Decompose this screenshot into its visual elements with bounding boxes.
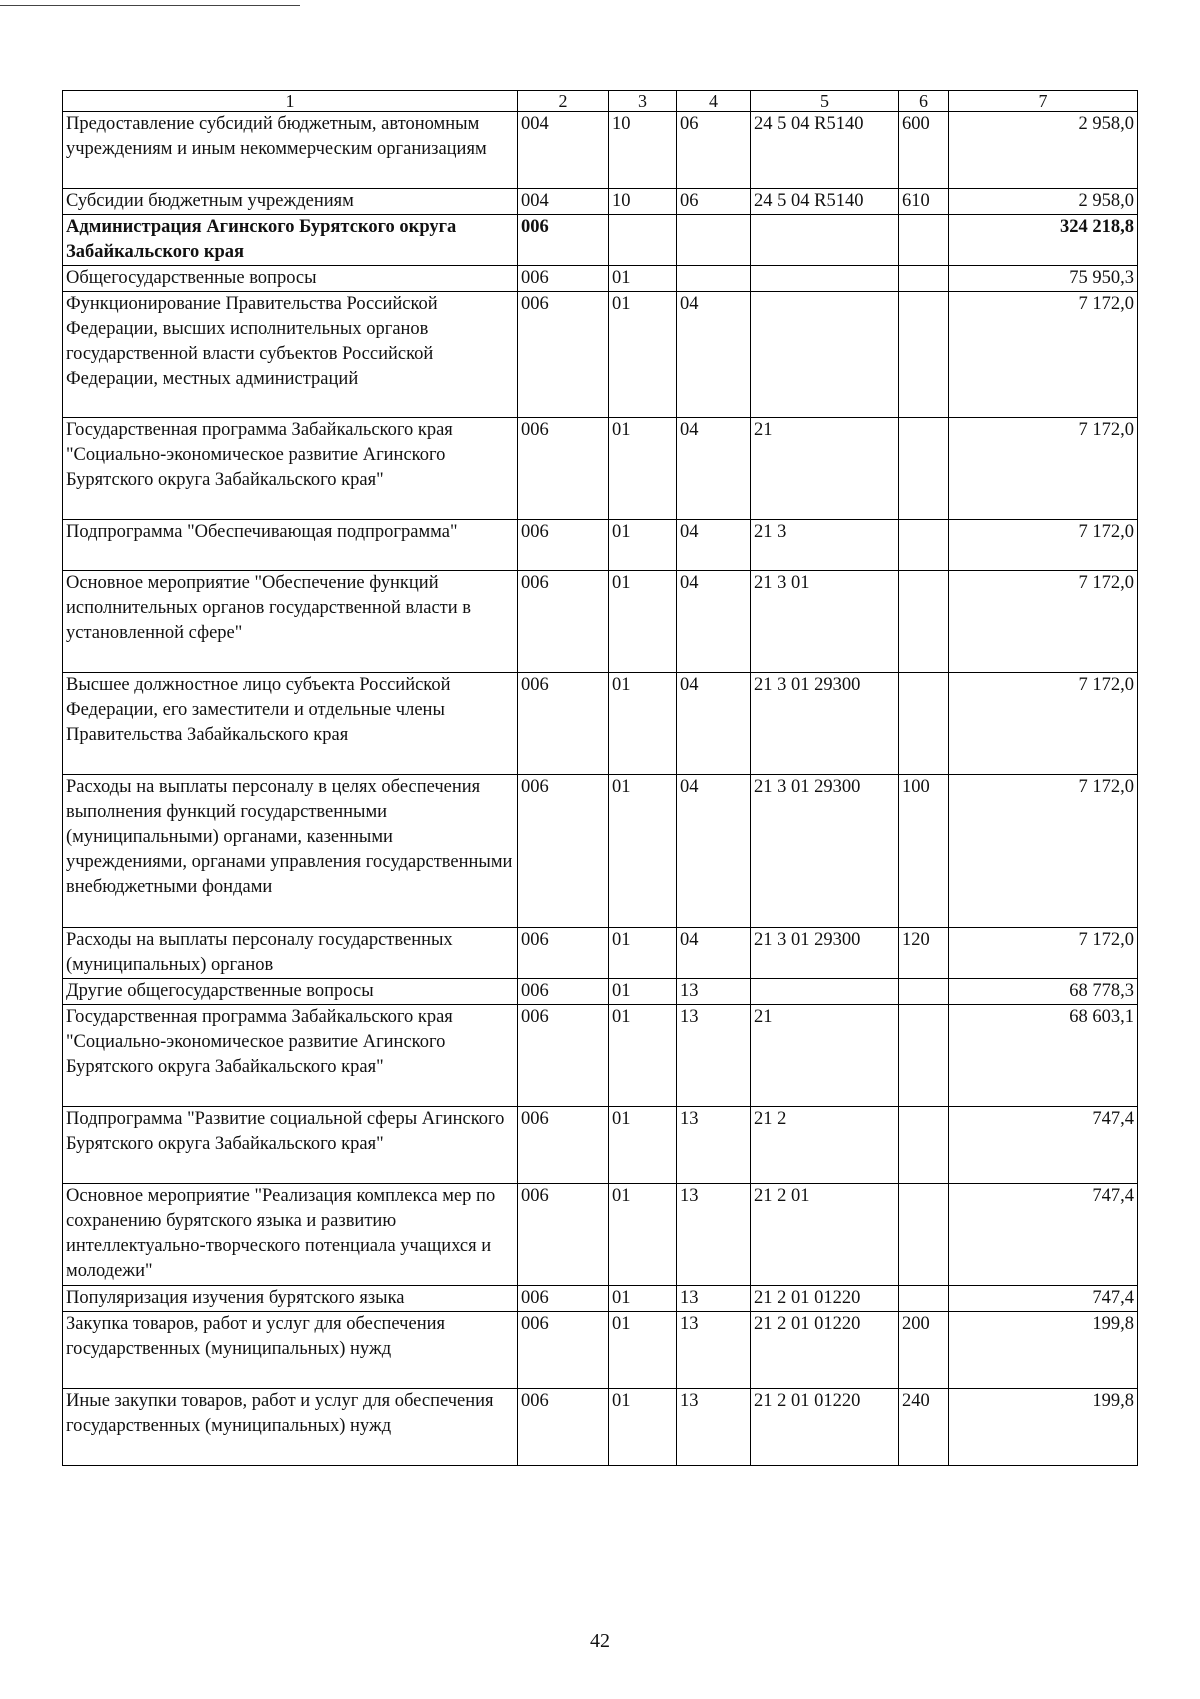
section-cell: 01 — [609, 1389, 677, 1466]
admin-code-cell: 006 — [518, 1312, 609, 1389]
expense-type-cell — [899, 266, 949, 292]
amount-cell: 7 172,0 — [949, 673, 1138, 775]
row-name-cell: Государственная программа Забайкальского края "Социально-экономическое развитие Агинского Бурятского округа Забайкальского края" — [63, 418, 518, 520]
expense-type-cell — [899, 673, 949, 775]
row-name-cell: Субсидии бюджетным учреждениям — [63, 189, 518, 215]
section-cell: 01 — [609, 520, 677, 571]
admin-code-cell: 006 — [518, 1286, 609, 1312]
target-article-cell — [751, 215, 899, 266]
expense-type-cell — [899, 215, 949, 266]
admin-code-cell: 004 — [518, 112, 609, 189]
expense-type-cell — [899, 292, 949, 418]
target-article-cell: 21 — [751, 1005, 899, 1107]
subsection-cell — [677, 215, 751, 266]
target-article-cell: 21 2 01 01220 — [751, 1389, 899, 1466]
table-row — [63, 979, 1138, 1005]
expense-type-cell — [899, 571, 949, 673]
table-row — [63, 571, 1138, 673]
row-name-cell: Расходы на выплаты персоналу в целях обеспечения выполнения функций государственными (муниципальными) органами, казенными учреждениями, органами управления государственными внебюджетными фондами — [63, 775, 518, 928]
amount-cell: 199,8 — [949, 1312, 1138, 1389]
amount-cell: 747,4 — [949, 1107, 1138, 1184]
section-cell: 10 — [609, 189, 677, 215]
subsection-cell: 13 — [677, 1286, 751, 1312]
admin-code-cell: 006 — [518, 292, 609, 418]
section-cell: 01 — [609, 1184, 677, 1286]
subsection-cell: 04 — [677, 520, 751, 571]
expense-type-cell — [899, 1107, 949, 1184]
amount-cell: 7 172,0 — [949, 292, 1138, 418]
section-cell — [609, 215, 677, 266]
admin-code-cell: 006 — [518, 775, 609, 928]
target-article-cell: 21 2 01 01220 — [751, 1312, 899, 1389]
section-cell: 01 — [609, 673, 677, 775]
target-article-cell: 24 5 04 R5140 — [751, 112, 899, 189]
row-name-cell: Популяризация изучения бурятского языка — [63, 1286, 518, 1312]
col-header-6: 6 — [899, 91, 949, 112]
admin-code-cell: 006 — [518, 1389, 609, 1466]
subsection-cell: 13 — [677, 979, 751, 1005]
table-row — [63, 418, 1138, 520]
subsection-cell: 06 — [677, 112, 751, 189]
expense-type-cell: 600 — [899, 112, 949, 189]
row-name-cell: Закупка товаров, работ и услуг для обеспечения государственных (муниципальных) нужд — [63, 1312, 518, 1389]
expense-type-cell: 610 — [899, 189, 949, 215]
col-header-5: 5 — [751, 91, 899, 112]
subsection-cell: 13 — [677, 1184, 751, 1286]
subsection-cell: 04 — [677, 418, 751, 520]
table-row — [63, 266, 1138, 292]
row-name-cell: Функционирование Правительства Российской Федерации, высших исполнительных органов государственной власти субъектов Российской Федерации, местных администраций — [63, 292, 518, 418]
admin-code-cell: 006 — [518, 673, 609, 775]
col-header-2: 2 — [518, 91, 609, 112]
table-row — [63, 215, 1138, 266]
amount-cell: 75 950,3 — [949, 266, 1138, 292]
col-header-4: 4 — [677, 91, 751, 112]
target-article-cell: 21 3 01 — [751, 571, 899, 673]
table-row — [63, 1107, 1138, 1184]
table-row — [63, 1286, 1138, 1312]
row-name-cell: Основное мероприятие "Реализация комплекса мер по сохранению бурятского языка и развитию интеллектуально-творческого потенциала учащихся и молодежи" — [63, 1184, 518, 1286]
expense-type-cell: 100 — [899, 775, 949, 928]
admin-code-cell: 004 — [518, 189, 609, 215]
subsection-cell: 04 — [677, 292, 751, 418]
target-article-cell: 21 3 — [751, 520, 899, 571]
admin-code-cell: 006 — [518, 520, 609, 571]
admin-code-cell: 006 — [518, 266, 609, 292]
top-rule — [0, 5, 300, 6]
admin-code-cell: 006 — [518, 571, 609, 673]
table-row — [63, 673, 1138, 775]
subsection-cell: 04 — [677, 928, 751, 979]
amount-cell: 199,8 — [949, 1389, 1138, 1466]
table-row — [63, 292, 1138, 418]
target-article-cell: 21 — [751, 418, 899, 520]
admin-code-cell: 006 — [518, 1005, 609, 1107]
amount-cell: 68 603,1 — [949, 1005, 1138, 1107]
col-header-1: 1 — [63, 91, 518, 112]
row-name-cell: Подпрограмма "Развитие социальной сферы Агинского Бурятского округа Забайкальского края" — [63, 1107, 518, 1184]
table-row — [63, 1184, 1138, 1286]
col-header-3: 3 — [609, 91, 677, 112]
subsection-cell: 13 — [677, 1389, 751, 1466]
amount-cell: 7 172,0 — [949, 520, 1138, 571]
amount-cell: 68 778,3 — [949, 979, 1138, 1005]
table-row — [63, 1312, 1138, 1389]
target-article-cell — [751, 266, 899, 292]
subsection-cell: 06 — [677, 189, 751, 215]
target-article-cell: 21 2 — [751, 1107, 899, 1184]
expense-type-cell — [899, 1184, 949, 1286]
subsection-cell: 13 — [677, 1312, 751, 1389]
table-row — [63, 520, 1138, 571]
row-name-cell: Другие общегосударственные вопросы — [63, 979, 518, 1005]
expense-type-cell: 240 — [899, 1389, 949, 1466]
expense-type-cell — [899, 520, 949, 571]
table-row — [63, 1005, 1138, 1107]
subsection-cell: 04 — [677, 673, 751, 775]
amount-cell: 7 172,0 — [949, 571, 1138, 673]
budget-table — [62, 90, 1138, 1466]
amount-cell: 7 172,0 — [949, 775, 1138, 928]
section-cell: 01 — [609, 1005, 677, 1107]
section-cell: 01 — [609, 1286, 677, 1312]
target-article-cell: 21 3 01 29300 — [751, 673, 899, 775]
amount-cell: 747,4 — [949, 1286, 1138, 1312]
target-article-cell: 21 3 01 29300 — [751, 775, 899, 928]
section-cell: 01 — [609, 266, 677, 292]
section-cell: 01 — [609, 418, 677, 520]
table-row — [63, 775, 1138, 928]
subsection-cell — [677, 266, 751, 292]
target-article-cell: 21 2 01 — [751, 1184, 899, 1286]
admin-code-cell: 006 — [518, 1107, 609, 1184]
table-row — [63, 1389, 1138, 1466]
admin-code-cell: 006 — [518, 1184, 609, 1286]
section-cell: 01 — [609, 1312, 677, 1389]
expense-type-cell — [899, 418, 949, 520]
section-cell: 01 — [609, 1107, 677, 1184]
row-name-cell: Расходы на выплаты персоналу государственных (муниципальных) органов — [63, 928, 518, 979]
admin-code-cell: 006 — [518, 215, 609, 266]
expense-type-cell: 200 — [899, 1312, 949, 1389]
amount-cell: 2 958,0 — [949, 112, 1138, 189]
col-header-7: 7 — [949, 91, 1138, 112]
row-name-cell: Предоставление субсидий бюджетным, автономным учреждениям и иным некоммерческим организациям — [63, 112, 518, 189]
header-row — [63, 91, 1138, 112]
section-cell: 01 — [609, 775, 677, 928]
subsection-cell: 04 — [677, 571, 751, 673]
expense-type-cell: 120 — [899, 928, 949, 979]
section-cell: 01 — [609, 292, 677, 418]
admin-code-cell: 006 — [518, 979, 609, 1005]
row-name-cell: Основное мероприятие "Обеспечение функций исполнительных органов государственной власти в установленной сфере" — [63, 571, 518, 673]
row-name-cell: Общегосударственные вопросы — [63, 266, 518, 292]
admin-code-cell: 006 — [518, 928, 609, 979]
row-name-cell: Подпрограмма "Обеспечивающая подпрограмма" — [63, 520, 518, 571]
expense-type-cell — [899, 979, 949, 1005]
target-article-cell: 24 5 04 R5140 — [751, 189, 899, 215]
section-cell: 01 — [609, 979, 677, 1005]
row-name-cell: Иные закупки товаров, работ и услуг для обеспечения государственных (муниципальных) нужд — [63, 1389, 518, 1466]
admin-code-cell: 006 — [518, 418, 609, 520]
section-cell: 01 — [609, 571, 677, 673]
amount-cell: 7 172,0 — [949, 928, 1138, 979]
amount-cell: 7 172,0 — [949, 418, 1138, 520]
amount-cell: 747,4 — [949, 1184, 1138, 1286]
table-row — [63, 112, 1138, 189]
amount-cell: 324 218,8 — [949, 215, 1138, 266]
table-row — [63, 928, 1138, 979]
expense-type-cell — [899, 1286, 949, 1312]
table-row — [63, 189, 1138, 215]
amount-cell: 2 958,0 — [949, 189, 1138, 215]
page-number: 42 — [590, 1630, 610, 1652]
row-name-cell: Высшее должностное лицо субъекта Российской Федерации, его заместители и отдельные члены Правительства Забайкальского края — [63, 673, 518, 775]
subsection-cell: 13 — [677, 1005, 751, 1107]
target-article-cell — [751, 292, 899, 418]
target-article-cell — [751, 979, 899, 1005]
subsection-cell: 13 — [677, 1107, 751, 1184]
section-cell: 01 — [609, 928, 677, 979]
subsection-cell: 04 — [677, 775, 751, 928]
row-name-cell: Администрация Агинского Бурятского округа Забайкальского края — [63, 215, 518, 266]
target-article-cell: 21 2 01 01220 — [751, 1286, 899, 1312]
target-article-cell: 21 3 01 29300 — [751, 928, 899, 979]
row-name-cell: Государственная программа Забайкальского края "Социально-экономическое развитие Агинского Бурятского округа Забайкальского края" — [63, 1005, 518, 1107]
expense-type-cell — [899, 1005, 949, 1107]
section-cell: 10 — [609, 112, 677, 189]
